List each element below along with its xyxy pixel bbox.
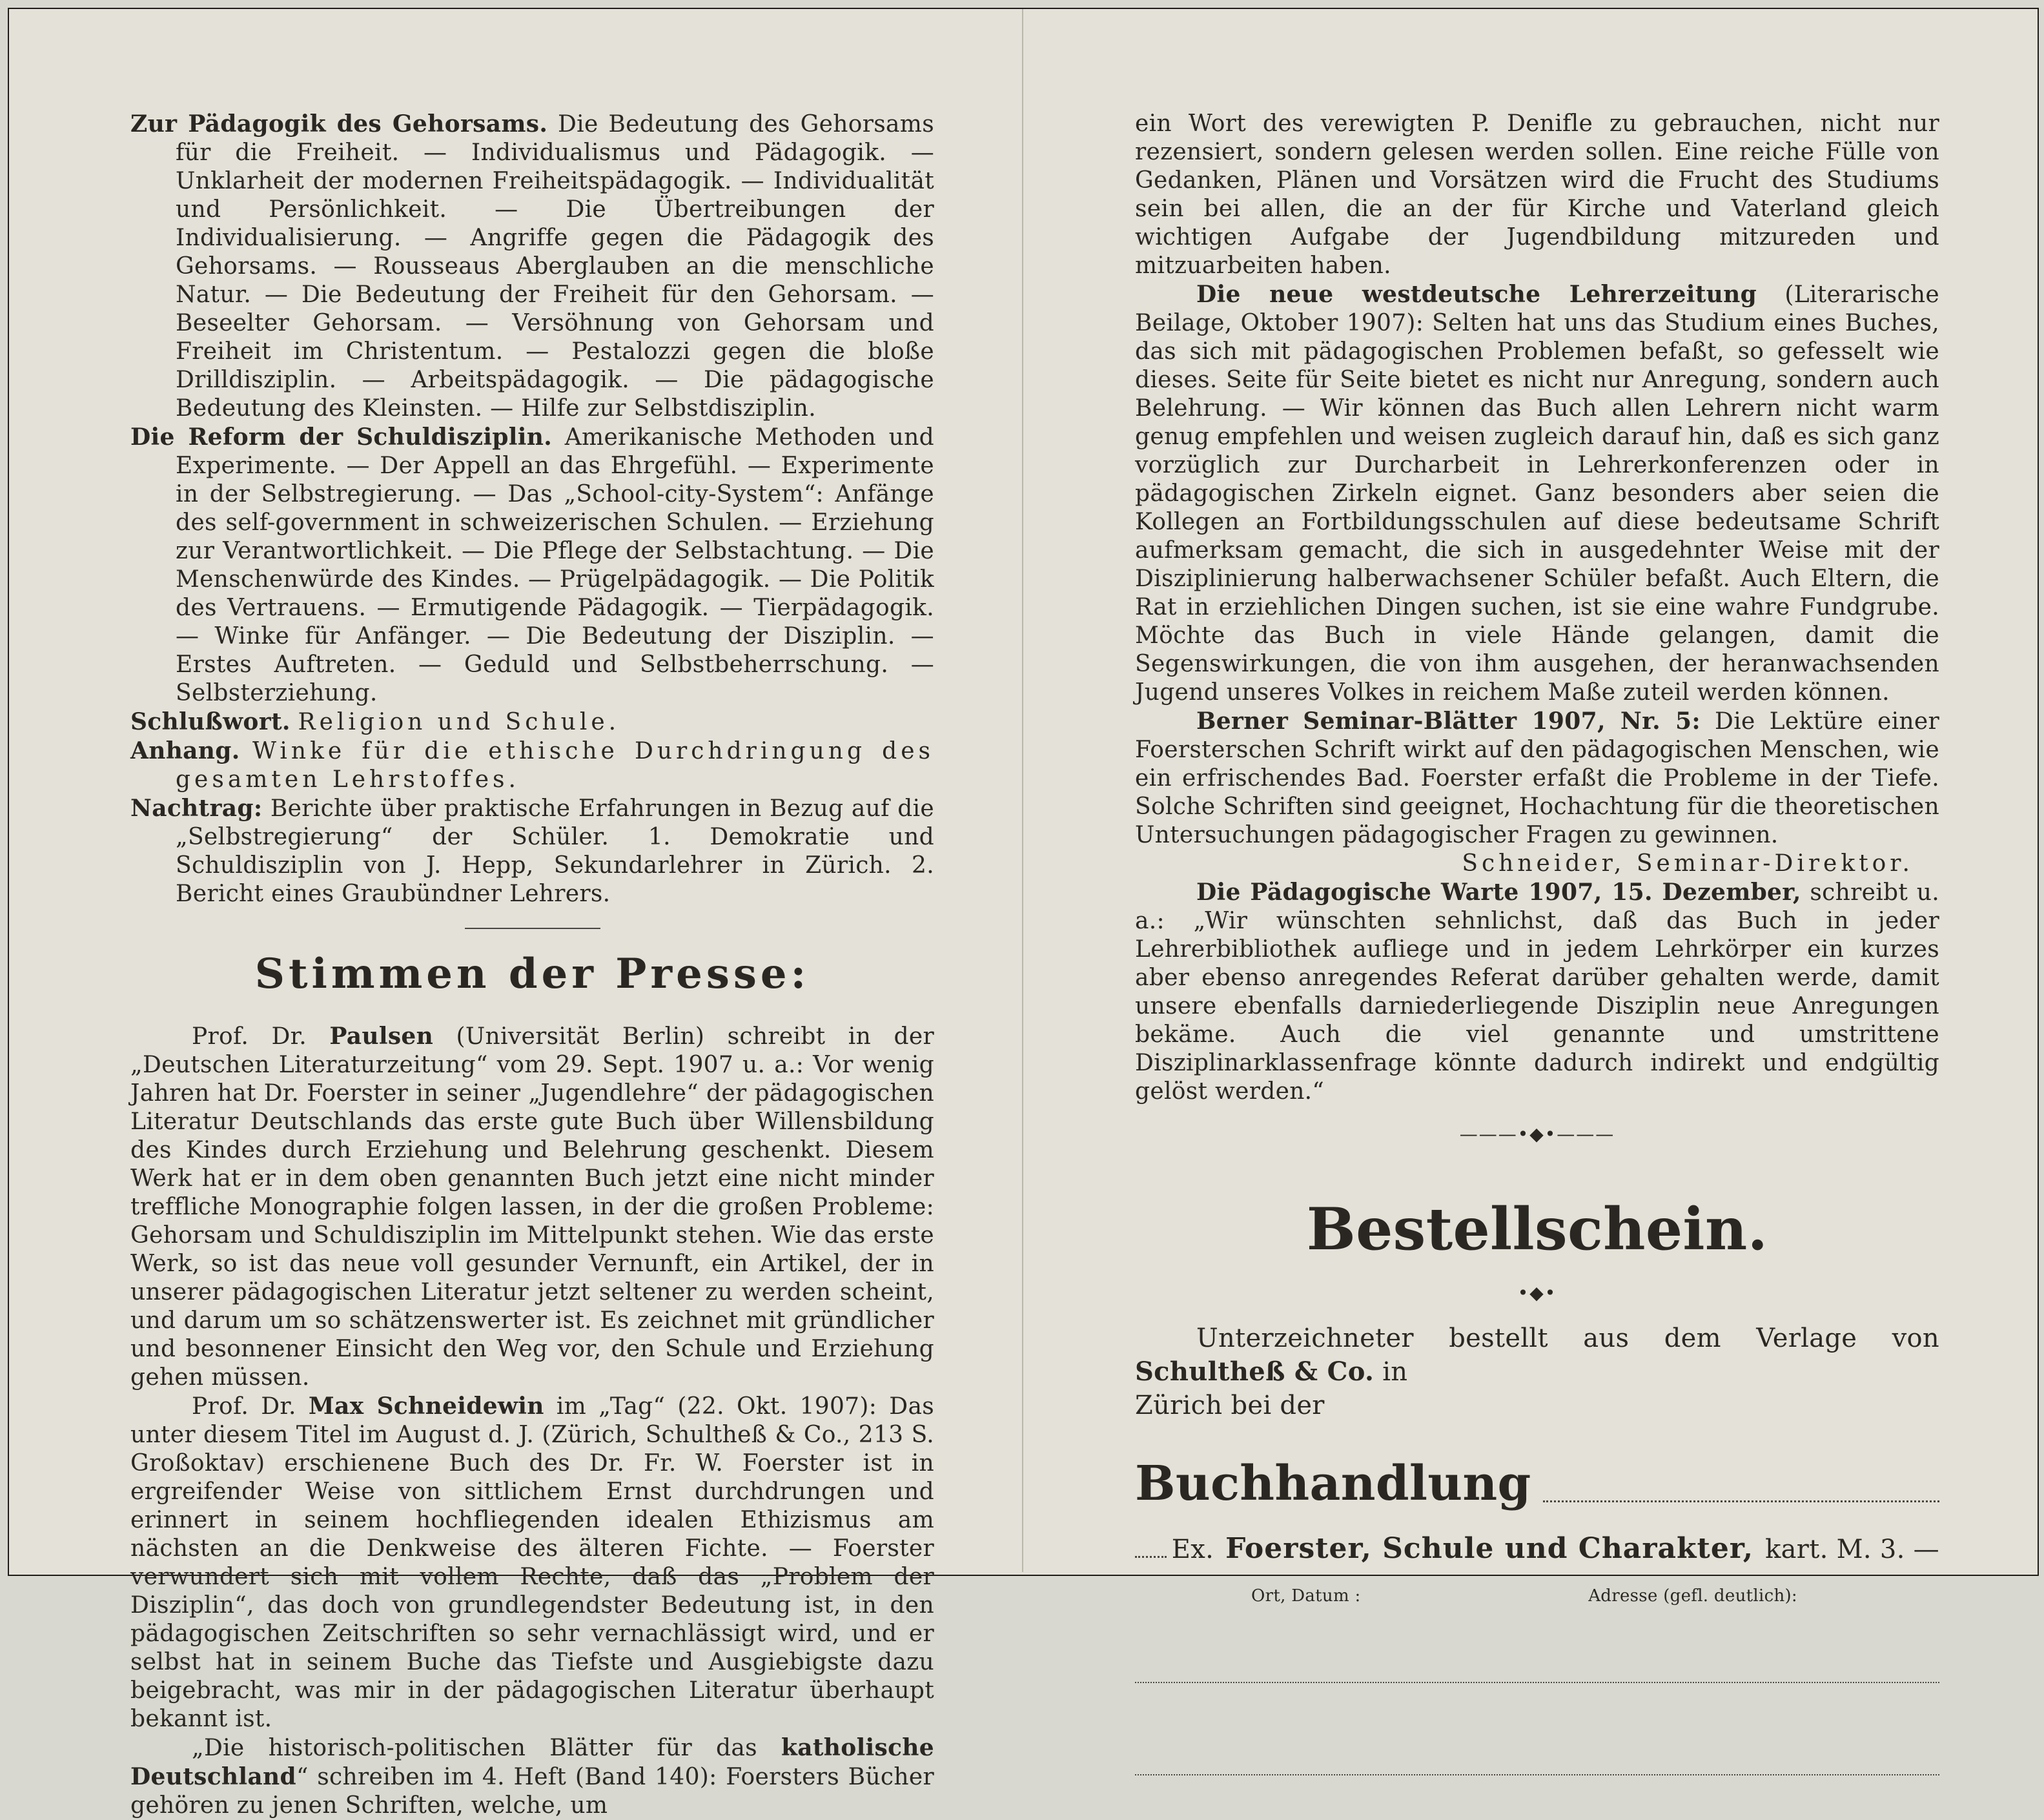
toc-entry: Anhang. Winke für die ethische Durchdringung des gesamten Lehrstoffes. xyxy=(130,737,934,793)
ornament-divider: ———•◆•——— xyxy=(1459,1123,1615,1145)
order-form xyxy=(1135,1194,1939,1775)
press-quote: Prof. Dr. Paulsen (Universität Berlin) schreibt in der „Deutschen Literaturzeitung“ vom 29. Sept. 1907 u. a.: Vor wenig Jahren hat Dr. Foerster in seiner „Jugendlehre“ der pädagogischen Literatur Deutschlands das erste gute Buch über Willensbildung des Kindes durch Erziehung und Belehrung geschenkt. Diesem Werk hat er in dem oben genannten Buch jetzt eine nicht minder treffliche Monographie folgen lassen, in der die großen Probleme: Gehorsam und Schuldisziplin im Mittelpunkt stehen. Wie das erste Werk, so ist das neue voll gesunder Vernunft, ein Artikel, der in unserer pädagogischen Literatur jetzt seltener zu werden scheint, und darum um so schätzenswerter ist. Es zeichnet mit gründlicher und besonnener Einsicht den Weg vor, den Schule und Erziehung gehen müssen. xyxy=(130,1023,934,1391)
press-signature: Schneider, Seminar-Direktor. xyxy=(1462,850,1914,877)
signature-line[interactable] xyxy=(1135,1681,1939,1683)
address-label: Adresse (gefl. deutlich): xyxy=(1588,1586,1797,1606)
right-page xyxy=(1135,110,1939,1775)
signature-labels xyxy=(1135,1582,1939,1610)
toc-entry: Die Reform der Schuldisziplin. Amerikanische Methoden und Experimente. — Der Appell an das Ehrgefühl. — Experimente in der Selbstregierung. — Das „School-city-System“: Anfänge des self-government in schweizerischen Schulen. — Erziehung zur Verantwortlichkeit. — Die Pflege der Selbstachtung. — Die Menschenwürde des Kindes. — Prügelpädagogik. — Die Politik des Vertrauens. — Ermutigende Pädagogik. — Tierpädagogik. — Winke für Anfänger. — Die Bedeutung der Disziplin. — Erstes Auftreten. — Geduld und Selbstbeherrschung. — Selbsterziehung. xyxy=(130,424,934,706)
left-page xyxy=(130,110,934,1820)
book-price: kart. M. 3. — xyxy=(1765,1535,1939,1564)
order-form-ornament: •◆• xyxy=(1517,1282,1557,1304)
order-form-title: Bestellschein. xyxy=(1306,1195,1768,1263)
bookshop-dotted-line[interactable] xyxy=(1543,1500,1939,1502)
order-text: Unterzeichneter bestellt aus dem Verlage von Schultheß & Co. in xyxy=(1135,1324,1939,1387)
copies-abbr: Ex. xyxy=(1171,1535,1214,1564)
toc-entry: Schlußwort. Religion und Schule. xyxy=(130,708,620,735)
press-quote: Die Pädagogische Warte 1907, 15. Dezember, schreibt u. a.: „Wir wünschten sehnlichst, daß das Buch in jeder Lehrerbibliothek aufliege und in jedem Lehrkörper ein kurzes aber ebenso anregendes Referat darüber gehalten werde, damit unsere ebenfalls darniederliegende Disziplin neue Anregungen bekäme. Auch die viel genannte und umstrittene Disziplinarklassenfrage könnte dadurch indirekt und endgültig gelöst werden.“ xyxy=(1135,879,1940,1105)
order-text-2: Zürich bei der xyxy=(1135,1391,1325,1420)
section-divider xyxy=(465,928,600,929)
press-quote: Prof. Dr. Max Schneidewin im „Tag“ (22. Okt. 1907): Das unter diesem Titel im August d. J. (Zürich, Schultheß & Co., 213 S. Großoktav) erschienene Buch des Dr. Fr. W. Foerster ist in ergreifender Weise von sittlichem Ernst durchdrungen und erinnert in seinem hochfliegenden idealen Ethizismus am nächsten an die Denkweise des älteren Fichte. — Foerster verwundert sich mit vollem Rechte, daß das „Problem der Disziplin“, das doch von grundlegendster Bedeutung ist, in den pädagogischen Zeitschriften so sehr vernachlässigt wird, und er selbst hat in seinem Buche das Tiefste und Ausgiebigste dazu beigebracht, was mir in der pädagogischen Literatur überhaupt bekannt ist. xyxy=(130,1393,935,1732)
copies-field[interactable] xyxy=(1135,1556,1167,1558)
place-date-label: Ort, Datum : xyxy=(1251,1586,1361,1606)
press-quote: „Die historisch-politischen Blätter für das katholische Deutschland“ schreiben im 4. Heft (Band 140): Foersters Bücher gehören zu jenen Schriften, welche, um xyxy=(130,1734,934,1819)
press-quote: Berner Seminar-Blätter 1907, Nr. 5: Die Lektüre einer Foersterschen Schrift wirkt auf den pädagogischen Menschen, wie ein erfrischendes Bad. Foerster erfaßt die Probleme in der Tiefe. Solche Schriften sind geeignet, Hochachtung für die theoretischen Untersuchungen pädagogischer Fragen zu gewinnen. xyxy=(1135,708,1940,848)
press-heading: Stimmen der Presse: xyxy=(254,950,810,998)
press-quote: Die neue westdeutsche Lehrerzeitung (Literarische Beilage, Oktober 1907): Selten hat uns das Studium eines Buches, das sich mit pädagogischen Problemen befaßt, so gefesselt wie dieses. Seite für Seite bietet es nicht nur Anregung, sondern auch Belehrung. — Wir können das Buch allen Lehrern nicht warm genug empfehlen und weisen zugleich darauf hin, daß es sich ganz vorzüglich zur Durcharbeit in Lehrerkonferenzen oder in pädagogischen Zirkeln eignet. Ganz besonders aber seien die Kollegen an Fortbildungsschulen auf diese bedeutsame Schrift aufmerksam gemacht, die sich in ausgedehnter Weise mit der Disziplinierung halberwachsener Schüler befaßt. Auch Eltern, die Rat in erziehlichen Dingen suchen, ist sie eine wahre Fundgrube. Möchte das Buch in viele Hände gelangen, damit die Segenswirkungen, die von ihm ausgehen, der heranwachsenden Jugend unseres Volkes in reichem Maße zuteil werden können. xyxy=(1135,281,1939,706)
book-title: Foerster, Schule und Charakter, xyxy=(1225,1532,1754,1565)
press-continuation: ein Wort des verewigten P. Denifle zu gebrauchen, nicht nur rezensiert, sondern gelesen werden sollen. Eine reiche Fülle von Gedanken, Plänen und Vorsätzen wird die Frucht des Studiums sein bei allen, die an der für Kirche und Vaterland gleich wichtigen Aufgabe der Jugendbildung mitzureden und mitzuarbeiten haben. xyxy=(1135,110,1939,279)
toc-entry: Zur Pädagogik des Gehorsams. Die Bedeutung des Gehorsams für die Freiheit. — Individualismus und Pädagogik. — Unklarheit der modernen Freiheitspädagogik. — Individualität und Persönlichkeit. — Die Übertreibungen der Individualisierung. — Angriffe gegen die Pädagogik des Gehorsams. — Rousseaus Aberglauben an die menschliche Natur. — Die Bedeutung der Freiheit für den Gehorsam. — Beseelter Gehorsam. — Versöhnung von Gehorsam und Freiheit im Christentum. — Pestalozzi gegen die bloße Drilldisziplin. — Arbeitspädagogik. — Die pädagogische Bedeutung des Kleinsten. — Hilfe zur Selbstdisziplin. xyxy=(130,110,935,422)
product-line xyxy=(1135,1532,1939,1565)
bookshop-field[interactable] xyxy=(1135,1442,1939,1513)
bookshop-label: Buchhandlung xyxy=(1135,1456,1531,1511)
page-fold xyxy=(1022,9,1023,1572)
toc-entry: Nachtrag: Berichte über praktische Erfahrungen in Bezug auf die „Selbstregierung“ der Schüler. 1. Demokratie und Schuldisziplin von J. Hepp, Sekundarlehrer in Zürich. 2. Bericht eines Graubündner Lehrers. xyxy=(130,795,934,907)
address-line[interactable] xyxy=(1135,1774,1939,1775)
